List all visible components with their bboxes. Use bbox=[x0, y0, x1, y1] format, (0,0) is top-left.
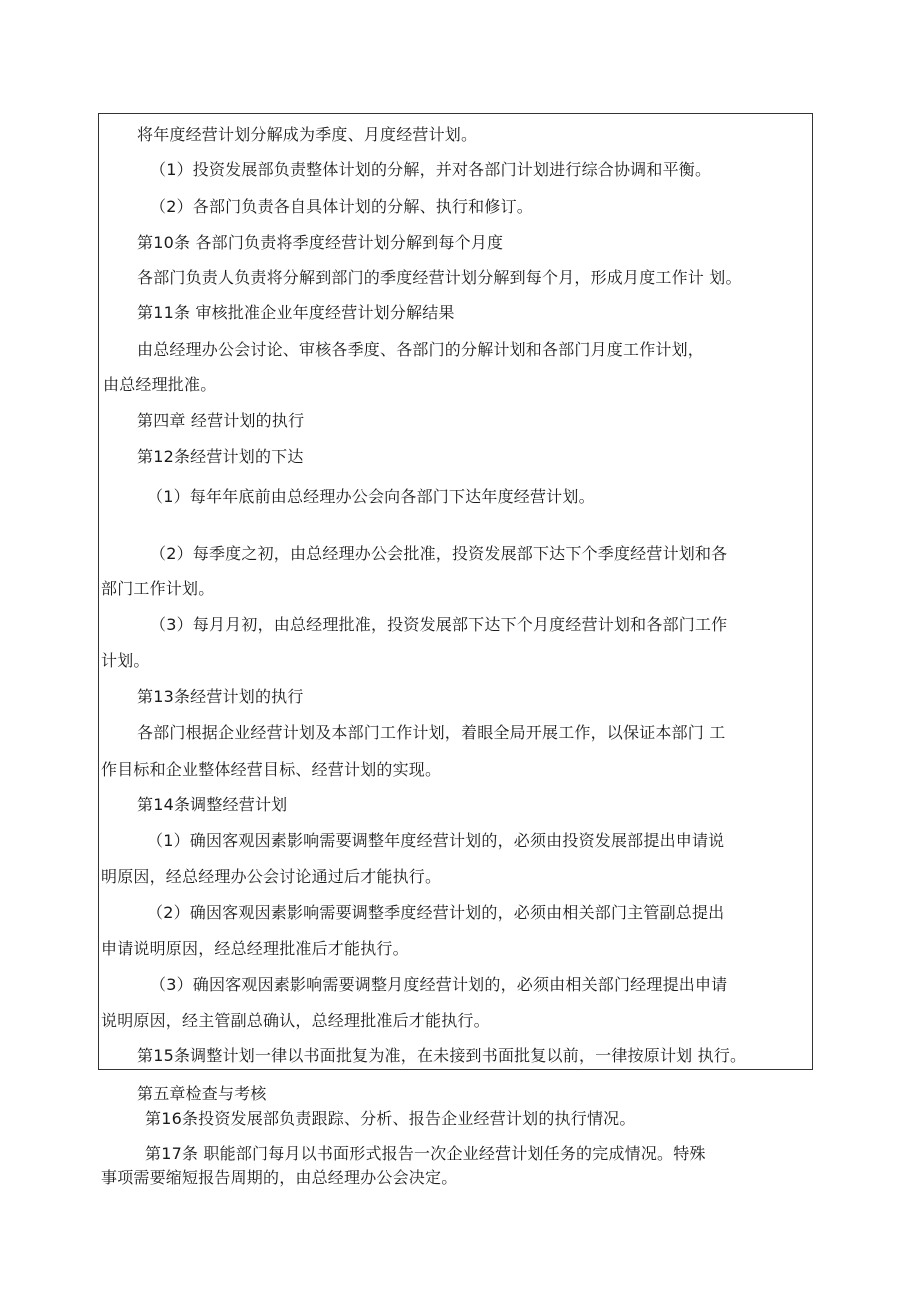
box-line-2: （1）投资发展部负责整体计划的分解，并对各部门计划进行综合协调和平衡。 bbox=[150, 160, 712, 179]
box-line-7: 由总经理办公会讨论、审核各季度、各部门的分解计划和各部门月度工作计划， bbox=[137, 340, 705, 359]
box-line-8: 由总经理批准。 bbox=[103, 375, 217, 394]
article-12-heading: 第12条经营计划的下达 bbox=[137, 447, 304, 466]
article-15-heading: 第15条调整计划一律以书面批复为准，在未接到书面批复以前，一律按原计划 执行。 bbox=[137, 1046, 747, 1065]
box-line-1: 将年度经营计划分解成为季度、月度经营计划。 bbox=[137, 125, 478, 144]
article-17-line-2: 事项需要缩短报告周期的，由总经理办公会决定。 bbox=[101, 1168, 458, 1187]
article-16-line: 第16条投资发展部负责跟踪、分析、报告企业经营计划的执行情况。 bbox=[145, 1109, 636, 1128]
box-line-14: （3）每月月初，由总经理批准，投资发展部下达下个月度经营计划和各部门工作 bbox=[150, 615, 728, 634]
box-line-18: 作目标和企业整体经营目标、经营计划的实现。 bbox=[101, 760, 442, 779]
article-10-heading: 第10条 各部门负责将季度经营计划分解到每个月度 bbox=[137, 233, 504, 252]
box-line-25: 说明原因，经主管副总确认，总经理批准后才能执行。 bbox=[101, 1011, 490, 1030]
box-line-11: （1）每年年底前由总经理办公会向各部门下达年度经营计划。 bbox=[147, 487, 595, 506]
article-14-heading: 第14条调整经营计划 bbox=[137, 795, 288, 814]
box-line-23: 申请说明原因，经总经理批准后才能执行。 bbox=[101, 939, 409, 958]
box-line-5: 各部门负责人负责将分解到部门的季度经营计划分解到每个月，形成月度工作计 划。 bbox=[137, 268, 742, 287]
article-17-line-1: 第17条 职能部门每月以书面形式报告一次企业经营计划任务的完成情况。特殊 bbox=[145, 1144, 706, 1163]
box-line-17: 各部门根据企业经营计划及本部门工作计划，着眼全局开展工作，以保证本部门 工 bbox=[137, 723, 726, 742]
article-13-heading: 第13条经营计划的执行 bbox=[137, 687, 304, 706]
box-line-12: （2）每季度之初，由总经理办公会批准，投资发展部下达下个季度经营计划和各 bbox=[150, 544, 728, 563]
box-line-15: 计划。 bbox=[101, 651, 150, 670]
box-line-21: 明原因，经总经理办公会讨论通过后才能执行。 bbox=[101, 867, 442, 886]
box-line-20: （1）确因客观因素影响需要调整年度经营计划的，必须由投资发展部提出申请说 bbox=[147, 831, 725, 850]
box-line-13: 部门工作计划。 bbox=[101, 579, 215, 598]
chapter-4-heading: 第四章 经营计划的执行 bbox=[137, 411, 305, 430]
chapter-5-heading: 第五章检查与考核 bbox=[137, 1084, 267, 1103]
box-line-22: （2）确因客观因素影响需要调整季度经营计划的，必须由相关部门主管副总提出 bbox=[147, 903, 725, 922]
box-line-24: （3）确因客观因素影响需要调整月度经营计划的，必须由相关部门经理提出申请 bbox=[150, 975, 728, 994]
box-line-3: （2）各部门负责各自具体计划的分解、执行和修订。 bbox=[150, 197, 533, 216]
article-11-heading: 第11条 审核批准企业年度经营计划分解结果 bbox=[137, 303, 455, 322]
